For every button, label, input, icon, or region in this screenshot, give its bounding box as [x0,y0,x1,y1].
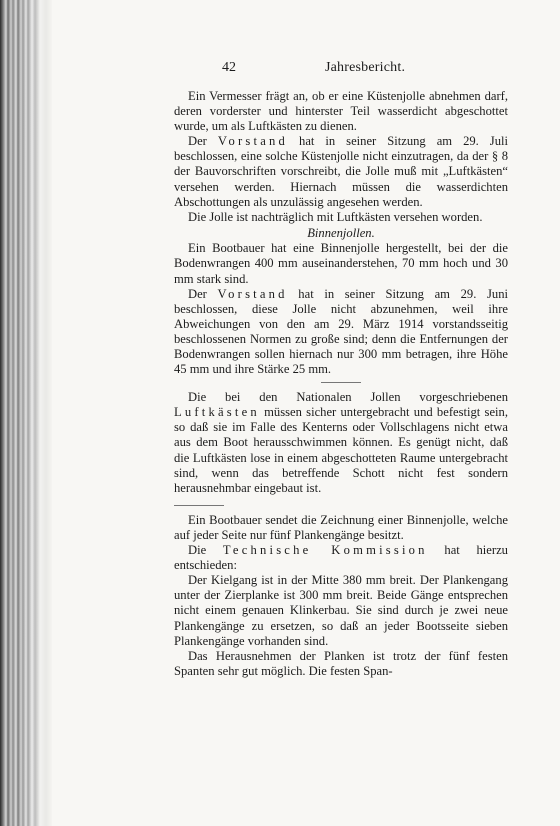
paragraph: Die Jolle ist nachträglich mit Luftkästen versehen worden. [188,209,483,224]
section-heading: Binnenjollen. [307,225,375,240]
paragraph: Der Kielgang ist in der Mitte 380 mm breit. Der Plankengang unter der Zierplanke ist 300 mm breit. Beide Gänge entsprechen nicht einem genauen Klinkerbau. Sie sind durch je zwei neue Plankengänge zu ersetzen, so daß an jeder Bootsseite sieben Plankengänge vorhanden sind. [174,573,508,648]
running-title: Jahresbericht. [325,60,406,75]
spaced-term: Vorstand [217,134,289,149]
body-text [174,89,508,679]
text-run: müssen sicher untergebracht und befestigt sein, so daß sie im Falle des Kenterns oder Vollschlagens nicht etwa aus dem Boot herausschwimmen können. Es genügt nicht, daß die Luftkästen lose in einem abgeschotteten Raume untergebracht sind, wenn das betreffende Schott nicht fest sondern herausnehmbar eingebaut ist. [174,405,508,495]
paragraph [174,390,508,496]
paragraph: Das Herausnehmen der Planken ist trotz der fünf festen Spanten sehr gut möglich. Die festen Span- [174,648,508,678]
paragraph: Ein Bootbauer sendet die Zeichnung einer Binnenjolle, welche auf jeder Seite nur fünf Plankengänge besitzt. [174,512,508,542]
section-divider [321,382,361,383]
paragraph [174,287,508,378]
text-run: Der [188,286,218,301]
text-run: hat in seiner Sitzung am 29. Juli beschlossen, eine solche Küstenjolle nicht einzutragen, da der § 8 der Bauvorschriften vorschreibt, die Jolle muß mit „Luftkästen“ versehen werden. Hiernach müssen die wasserdichten Abschottungen als unzulässig angesehen werden. [174,134,508,209]
paragraph [174,134,508,209]
paragraph: Ein Bootbauer hat eine Binnenjolle hergestellt, bei der die Bodenwrangen 400 mm auseinanderstehen, 70 mm hoch und 30 mm stark sind. [174,241,508,286]
running-header [52,60,560,80]
text-run: Der [188,134,218,149]
text-run: hat in seiner Sitzung am 29. Juni beschlossen, diese Jolle nicht abzunehmen, weil ihre Abweichungen von den am 29. März 1914 vorstandsseitig beschlossenen Normen zu große sind; denn die Entfernungen der Bodenwrangen sollen hiernach nur 300 mm betragen, ihre Höhe 45 mm und ihre Stärke 25 mm. [174,286,508,377]
paragraph: Ein Vermesser frägt an, ob er eine Küstenjolle abnehmen darf, deren vorderster und hinterster Teil wasserdicht abgeschottet wurde, um als Luftkästen zu dienen. [174,89,508,134]
page-number: 42 [222,60,236,75]
spaced-term: Vorstand [217,286,288,301]
section-divider [174,505,224,506]
text-run: hat hierzu entschieden: [174,543,508,573]
text-run: Die [188,543,223,558]
paragraph [174,543,508,573]
book-page-edges [0,0,52,826]
spaced-term: Technische Kommission [222,543,428,558]
spaced-term: Luftkästen [174,405,260,420]
text-run: Die bei den Nationalen Jollen vorgeschriebenen [188,390,508,405]
